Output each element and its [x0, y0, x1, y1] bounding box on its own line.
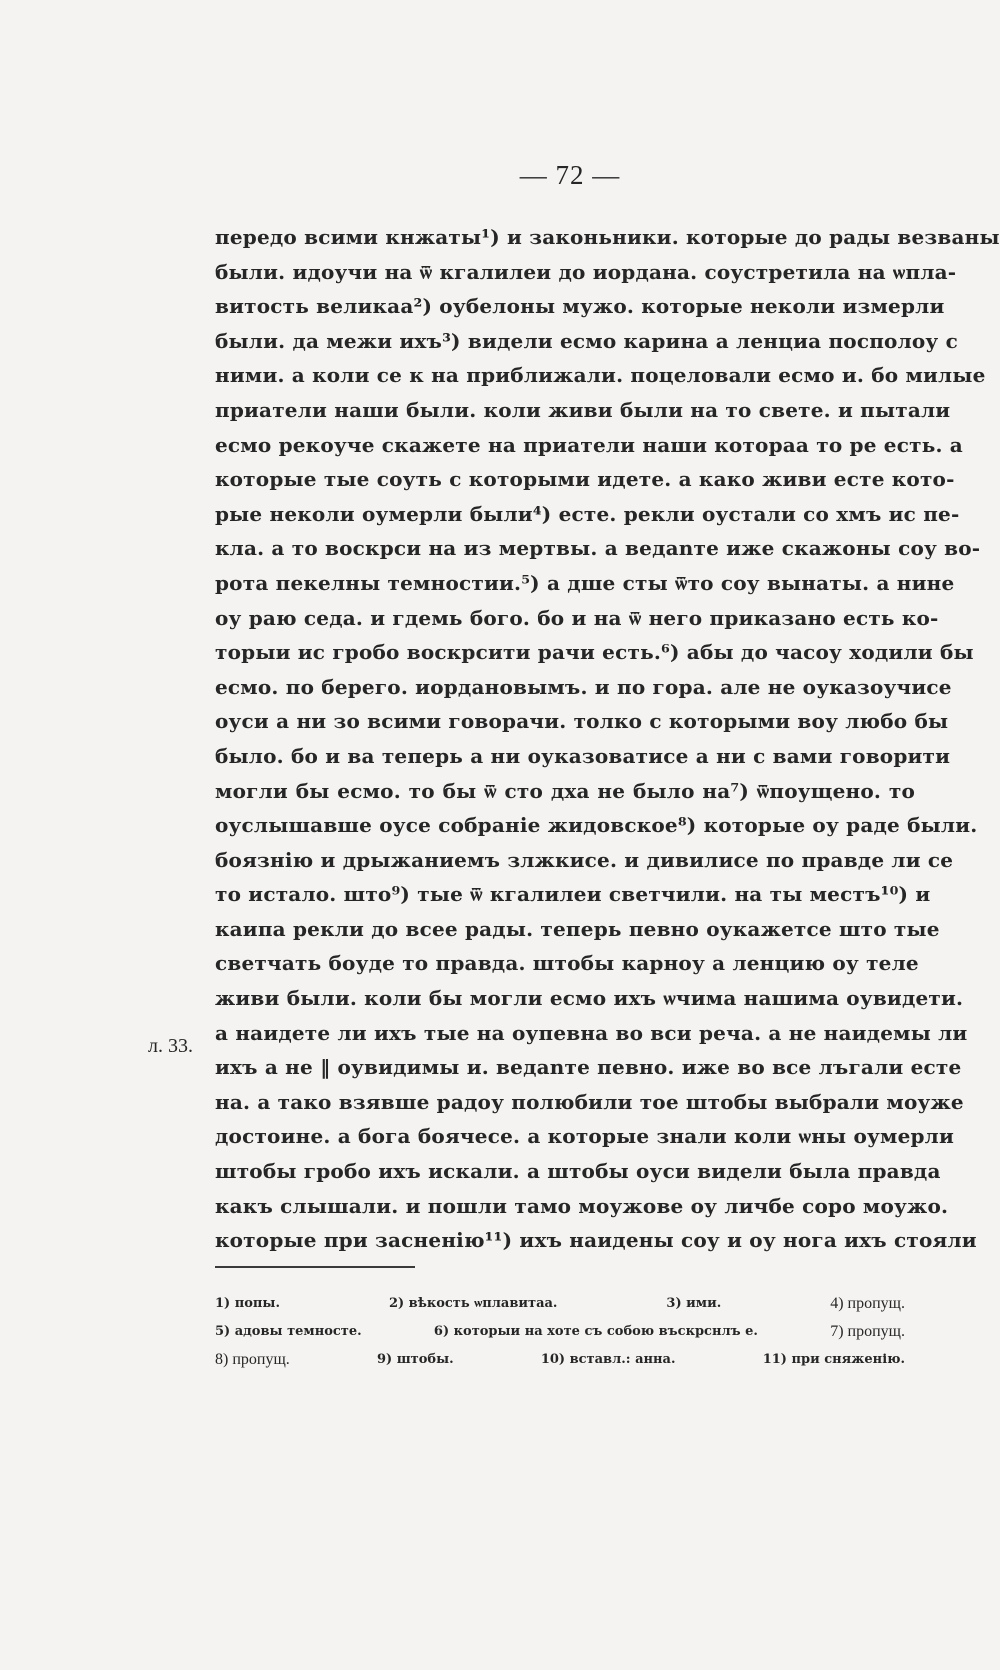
footnote-row: [215, 1290, 905, 1318]
page-number: — 72 —: [519, 160, 621, 190]
footnote: 11) при сняженію.: [762, 1352, 905, 1367]
text-line: есмо рекоуче скажете на приатели наши которaа то ре есть. а: [215, 432, 963, 457]
text-line: которые при засненію¹¹) ихъ наидены соу и оу нога ихъ стояли: [215, 1228, 977, 1253]
text-line: боязнію и дрыжаниемъ злжкисе. и дивилисе по правде ли се: [215, 847, 954, 872]
text-line: то истало. што⁹) тые ѿ кгалилеи светчили. на ты местъ¹⁰) и: [215, 882, 931, 907]
text-line: витость великаа²) оубелоны мужо. которые некoли измерли: [215, 294, 945, 319]
text-line: какъ слышали. и пошли тамо моужове оу личбе соро моужо.: [215, 1193, 949, 1218]
footnote-row: [215, 1346, 905, 1374]
footnote: 4) пропущ.: [830, 1295, 905, 1312]
text-line: оу раю седа. и гдемь бого. бо и на ѿ него приказано есть ко-: [215, 605, 939, 630]
text-line: могли бы есмо. то бы ѿ сто дха не было на⁷) ѿпоущено. то: [215, 778, 915, 803]
text-line: приатели наши были. коли живи были на то свете. и пытали: [215, 397, 951, 422]
text-line: которые тые соуть с которыми идете. а како живи есте кото-: [215, 467, 955, 492]
footnote: 3) ими.: [666, 1296, 722, 1311]
text-line: оуслышавше оусе собраніе жидовское⁸) которые оу раде были.: [215, 813, 978, 838]
footnote: 7) пропущ.: [830, 1323, 905, 1340]
text-line: оуси а ни зо всими говорачи. толко с которыми воу любо бы: [215, 709, 949, 734]
text-line: на. а тако взявше радоу полюбили тое штобы выбрали моуже: [215, 1089, 964, 1114]
text-line: достоине. а бога боячесе. а которые знали коли ѡны оумерли: [215, 1124, 955, 1149]
footnote: 10) вставл.: анна.: [540, 1352, 676, 1367]
footnote: 2) вѣкость ѡплавитаа.: [388, 1296, 558, 1311]
text-line: каипа рекли до всее рады. теперь певно оукажетсе што тые: [215, 916, 940, 941]
footnote: 9) штобы.: [376, 1352, 454, 1367]
text-line: были. да межи ихъ³) видели есмо карина а ленциа посполоу с: [215, 328, 958, 353]
text-line: штобы гробо ихъ искали. а штобы оуси видели была правда: [215, 1159, 941, 1184]
text-line: рота пекелны темностии.⁵) а дше сты ѿто соу вынаты. а нине: [215, 570, 955, 595]
text-line: есмо. по берего. иордановымъ. и по гора. але не оуказоучисе: [215, 674, 952, 699]
body-text: [215, 220, 1000, 1258]
footnote: 8) пропущ.: [215, 1351, 290, 1368]
text-line: торыи ис гробо воскрсити рачи есть.⁶) абы до часоу ходили бы: [215, 640, 974, 665]
text-line: а наидете ли ихъ тые на оупевна во вси реча. а не наидемы ли: [215, 1020, 968, 1045]
text-line: кла. а то воскрси на из мертвы. а ведаnте иже скажоны соу во-: [215, 536, 981, 561]
text-line: было. бо и ва теперь а ни оуказоватисе а ни с вами говорити: [215, 743, 951, 768]
margin-note: л. 33.: [148, 1035, 193, 1057]
footnote: 1) попы.: [215, 1296, 280, 1311]
footnote-rule: [215, 1266, 415, 1268]
text-line: рые некoли оумерли были⁴) есте. рекли оустали со хмъ ис пе-: [215, 501, 960, 526]
text-line: живи были. коли бы могли есмо ихъ ѡчима нашима оувидети.: [215, 986, 964, 1011]
footnote: 6) которыи на хоте съ собою въскрснлъ е.: [433, 1324, 758, 1339]
text-line: светчать боуде то правда. штобы карноу а ленцию оу теле: [215, 951, 919, 976]
text-line: ихъ а не ‖ оувидимы и. ведаnте певно. иже во все лъгали есте: [215, 1055, 962, 1080]
text-line: передо всими кнжаты¹) и законьники. которые до рады везваны: [215, 225, 1000, 249]
footnote: 5) адовы темносте.: [215, 1324, 362, 1339]
text-line: ними. а коли се к на приближали. поцеловали есмо и. бо милые: [215, 363, 986, 388]
footnotes: [215, 1290, 905, 1374]
footnote-row: [215, 1318, 905, 1346]
text-line: были. идоучи на ѿ кгалилеи до иордана. соустретила на ѡплa-: [215, 259, 957, 284]
